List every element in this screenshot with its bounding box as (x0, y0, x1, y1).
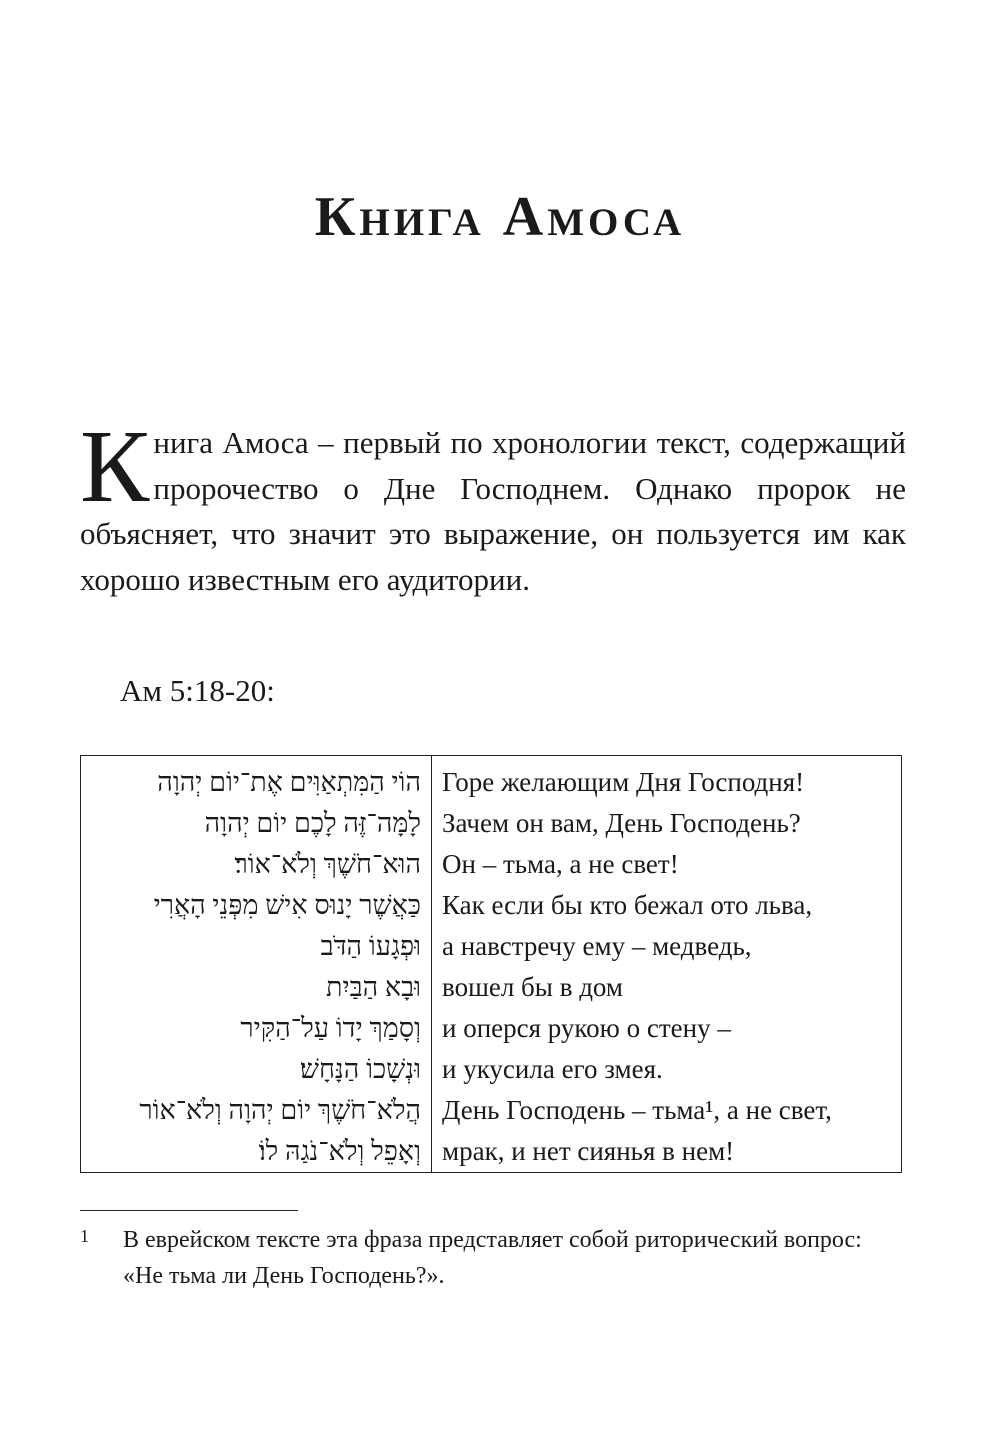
russian-verse: День Господень – тьма¹, а не свет, (442, 1095, 832, 1125)
hebrew-verse: וּנְשָׁכוֹ הַנָּחָשׁ׃ (81, 1049, 432, 1090)
russian-verse: и укусила его змея. (442, 1054, 663, 1084)
footnote-number: 1 (80, 1226, 89, 1246)
russian-verse: Горе желающим Дня Господня! (442, 767, 805, 797)
russian-verse: Он – тьма, а не свет! (442, 849, 679, 879)
hebrew-verse: וְאָפֵל וְלֹא־נֹגַהּ לוֹ׃ (81, 1131, 432, 1173)
parallel-verse-table (80, 755, 902, 1173)
hebrew-verse: וְסָמַךְ יָדוֹ עַל־הַקִּיר (81, 1008, 432, 1049)
verse-row (81, 844, 902, 885)
chapter-title: Книга Амоса (314, 186, 686, 248)
hebrew-verse: לָמָּה־זֶּה לָכֶם יוֹם יְהוָה (81, 803, 432, 844)
verse-row (81, 1131, 902, 1173)
verse-row (81, 967, 902, 1008)
hebrew-verse: וּפְגָעוֹ הַדֹּב (81, 926, 432, 967)
intro-text: нига Амоса – первый по хронологии текст, содержащий пророчество о Дне Господнем. Однако пророк не объясняет, что значит это выражение, он пользуется им как хорошо известным его аудитории. (80, 425, 906, 597)
verse-row (81, 926, 902, 967)
hebrew-verse: הוֹי הַמִּתְאַוִּים אֶת־יוֹם יְהוָה (81, 756, 432, 804)
verse-row (81, 1090, 902, 1131)
russian-verse: вошел бы в дом (442, 972, 623, 1002)
russian-verse: и оперся рукою о стену – (442, 1013, 731, 1043)
footnote (80, 1222, 904, 1294)
footnote-divider (80, 1210, 298, 1211)
hebrew-verse: הֲלֹא־חֹשֶׁךְ יוֹם יְהוָה וְלֹא־אוֹר (81, 1090, 432, 1131)
russian-verse: Зачем он вам, День Господень? (442, 808, 801, 838)
hebrew-verse: הוּא־חֹשֶׁךְ וְלֹא־אוֹר׃ (81, 844, 432, 885)
verse-row (81, 885, 902, 926)
russian-verse: Как если бы кто бежал ото льва, (442, 890, 813, 920)
hebrew-verse: כַּאֲשֶׁר יָנוּס אִישׁ מִפְּנֵי הָאֲרִי (81, 885, 432, 926)
verse-row (81, 1008, 902, 1049)
scripture-reference: Ам 5:18-20: (120, 673, 275, 708)
intro-paragraph (80, 409, 906, 602)
russian-verse: а навстречу ему – медведь, (442, 931, 752, 961)
verse-row (81, 1049, 902, 1090)
verse-row (81, 803, 902, 844)
russian-verse: мрак, и нет сиянья в нем! (442, 1136, 735, 1166)
hebrew-verse: וּבָא הַבַּיִת (81, 967, 432, 1008)
verse-row (81, 756, 902, 804)
drop-cap: К (80, 409, 150, 524)
footnote-text: В еврейском тексте эта фраза представляет собой риторический вопрос: «Не тьма ли День Господень?». (123, 1227, 862, 1289)
